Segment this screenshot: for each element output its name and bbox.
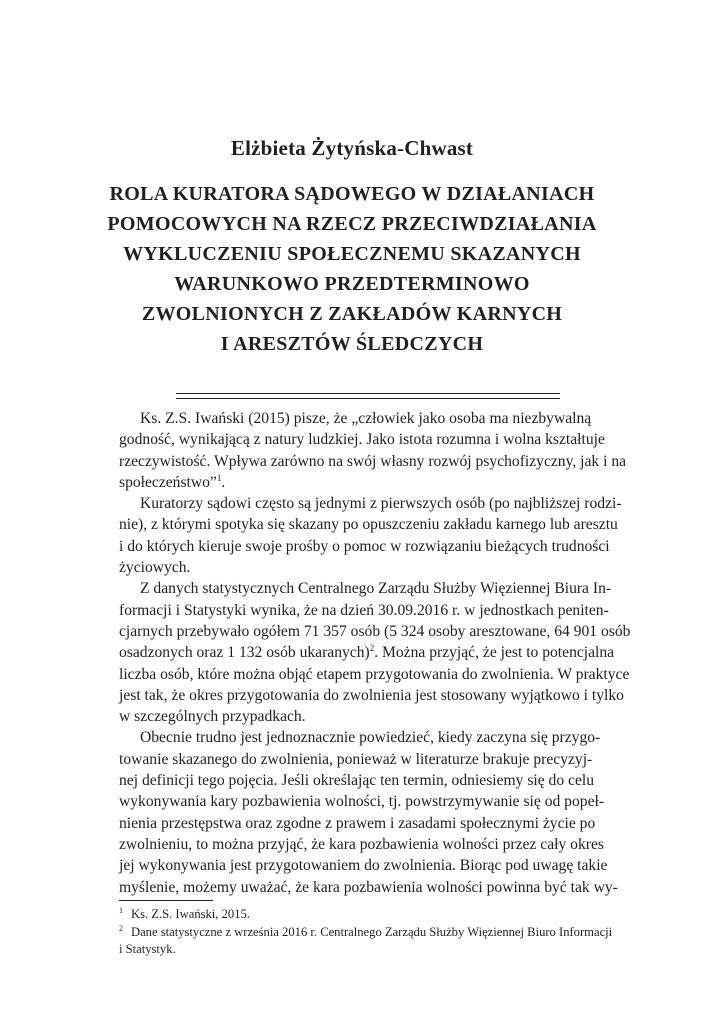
footnote-text: Dane statystyczne z września 2016 r. Centralnego Zarządu Służby Więziennej Biuro Informacji [131,924,613,939]
footnote [119,906,585,924]
text-line: Kuratorzy sądowi często są jednymi z pierwszych osób (po najbliższej rodzi- [140,495,622,513]
paragraph [119,408,627,493]
text-fragment: . Można przyjąć, że jest to potencjalna [374,644,615,662]
footnote-text: Ks. Z.S. Iwański, 2015. [131,907,250,921]
footnote-ref[interactable]: 1 [216,472,222,483]
article-title [100,179,604,359]
text-line: Z danych statystycznych Centralnego Zarządu Służby Więziennej Biura In- [140,580,612,598]
paragraph [119,727,618,897]
title-line: WARUNKOWO PRZEDTERMINOWO [174,273,530,295]
text-line: życiowych. [119,559,191,577]
text-line [119,472,585,493]
title-line: I ARESZTÓW ŚLEDCZYCH [220,333,484,355]
title-divider-top [176,393,560,394]
footnotes [119,906,613,959]
text-line: liczba osób, które można objąć etapem przygotowania do zwolnienia. W praktyce [119,665,630,683]
title-line: WYKLUCZENIU SPOŁECZNEMU SKAZANYCH [123,243,581,265]
author-name: Elżbieta Żytyńska-Chwast [230,136,474,160]
text-line: nie), z którymi spotyka się skazany po opuszczeniu zakładu karnego lub aresztu [119,516,618,534]
text-fragment: osadzonych oraz 1 132 osób ukaranych) [119,644,370,662]
title-line: ROLA KURATORA SĄDOWEGO W DZIAŁANIACH [109,183,595,205]
text-line: Ks. Z.S. Iwański (2015) pisze, że „człowiek jako osoba ma niezbywalną [140,410,592,427]
footnote-divider [119,900,213,901]
footnote-line: i Statystyk. [119,942,176,956]
text-line: nienia przestępstwa oraz zgodne z prawem i zasadami społecznymi życie po [119,814,596,832]
article-body [119,408,631,898]
text-line: Obecnie trudno jest jednoznacznie powiedzieć, kiedy zaczyna się przygo- [140,729,601,747]
text-line: wykonywania kary pozbawienia wolności, tj. powstrzymywanie się od popeł- [119,793,605,811]
text-line: jej wykonywania jest przygotowaniem do zwolnienia. Biorąc pod uwagę takie [119,857,608,875]
paragraph [119,578,631,727]
text-line: godność, wynikającą z natury ludzkiej. Jako istota rozumna i wolna kształtuje [119,431,605,449]
text-line: cjarnych przebywało ogółem 71 357 osób (5 324 osoby aresztowane, 64 901 osób [119,622,631,640]
text-line [119,642,615,663]
text-line: w szczególnych przypadkach. [119,708,306,726]
text-line: i do których kieruje swoje prośby o pomoc w rozwiązaniu bieżących trudności [119,537,610,555]
title-line: ZWOLNIONYCH Z ZAKŁADÓW KARNYCH [141,303,563,325]
text-line: rzeczywistość. Wpływa zarówno na swój własny rozwój psychofizyczny, jak i na [119,452,627,470]
text-line: myślenie, możemy uważać, że kara pozbawienia wolności powinna być tak wy- [119,878,618,896]
text-line: nej definicji tego pojęcia. Jeśli określając ten termin, odniesiemy się do celu [119,772,595,790]
paragraph [119,493,622,578]
text-fragment: społeczeństwo” [119,473,217,491]
footnote-line [119,906,585,924]
text-line: jest tak, że okres przygotowania do zwolnienia jest stosowany wyjątkowo i tylko [119,686,624,704]
title-line: POMOCOWYCH NA RZECZ PRZECIWDZIAŁANIA [107,213,597,235]
title-divider-bottom [176,398,560,399]
footnote-ref[interactable]: 2 [369,643,375,654]
footnote-number: 2 [119,923,123,933]
footnote-line [119,923,613,942]
text-line: zwolnieniu, to można przyjąć, że kara pozbawienia wolności przez cały okres [119,835,604,853]
text-line: towanie skazanego do zwolnienia, ponieważ w literaturze brakuje precyzyj- [119,750,593,768]
text-fragment: . [221,473,226,491]
footnote [119,923,613,959]
text-line: formacji i Statystyki wynika, że na dzień 30.09.2016 r. w jednostkach peniten- [119,601,609,619]
footnote-number: 1 [119,906,123,915]
